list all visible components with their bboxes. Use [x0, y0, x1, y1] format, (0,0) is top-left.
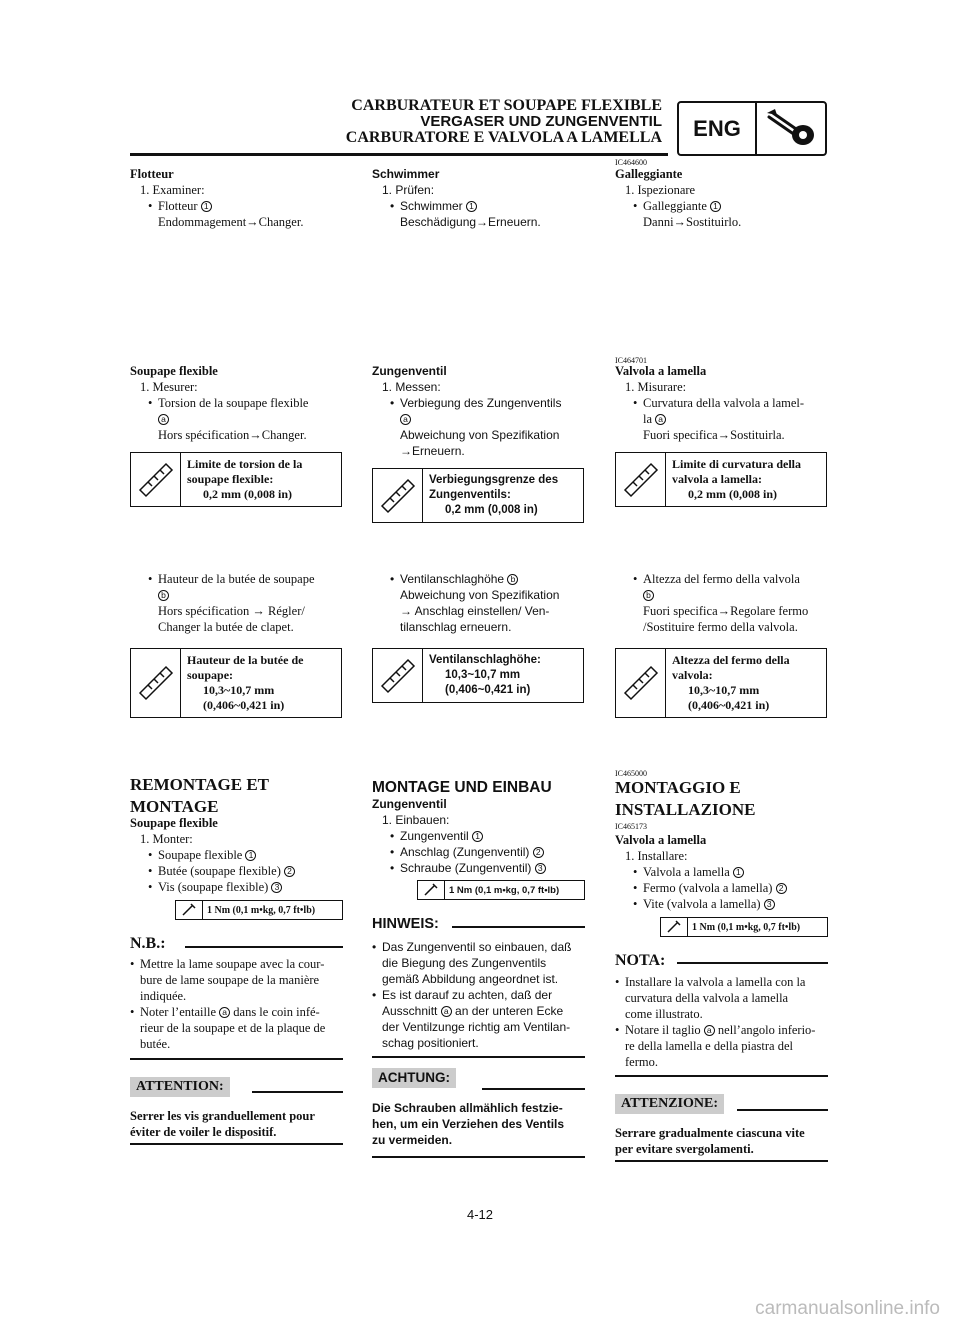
it-spec-stop-height: Altezza del fermo della valvola: 10,3~10,7 mm (0,406~0,421 in) — [615, 648, 827, 718]
fr-stop-block — [130, 571, 344, 635]
measure-icon — [616, 453, 666, 506]
de-reed-r1: Abweichung von Spezifikation — [400, 428, 560, 442]
fr-note-heading: N.B.: — [130, 935, 166, 952]
fr-float-item: • Flotteur 1 — [130, 198, 344, 214]
badge-eng-label: ENG — [679, 103, 757, 154]
fr-note-rule — [185, 946, 343, 948]
fr-reed-block — [130, 363, 344, 443]
de-reed-step: 1. Messen: — [382, 380, 441, 394]
fr-reed-item: • Torsion de la soupape flexible — [130, 395, 344, 411]
it-assembly-heading: MONTAGGIO E INSTALLAZIONE — [615, 778, 756, 819]
de-note-end-rule — [372, 1056, 585, 1058]
fr-note1-l2: bure de lame soupape de la manière — [140, 973, 320, 987]
de-float-item: • Schwimmer 1 — [372, 198, 586, 214]
it-warning-heading: ATTENZIONE: — [615, 1094, 724, 1114]
it-warning-end-rule — [615, 1160, 828, 1162]
header-title-de: VERGASER UND ZUNGENVENTIL — [420, 113, 662, 130]
fr-spec2-l1: Hauteur de la butée de — [187, 653, 304, 667]
header-title-it: CARBURATORE E VALVOLA A LAMELLA — [345, 129, 662, 146]
fr-reed-step: 1. Mesurer: — [140, 380, 198, 394]
fr-spec-stop-height — [130, 648, 342, 718]
torque-wrench-icon — [418, 881, 444, 899]
de-float-title: Schwimmer — [372, 167, 440, 181]
code-ic465000: IC465000 — [615, 769, 647, 778]
page-number: 4-12 — [466, 1207, 494, 1222]
fr-spec2-l2: soupape: — [187, 668, 234, 682]
fr-warning-rule — [252, 1091, 343, 1093]
callout-a: a — [158, 414, 169, 425]
measure-icon — [616, 649, 666, 717]
it-warning-text: Serrare gradualmente ciascuna vite per evitare svergolamenti. — [615, 1126, 805, 1156]
it-assembly-block: Valvola a lamella 1. Installare: • Valvola a lamella 1 • Fermo (valvola a lamella) 2 • Vite (valvola a lamella) 3 — [615, 832, 829, 912]
de-note-rule — [452, 926, 585, 928]
fr-warning-heading: ATTENTION: — [130, 1077, 230, 1097]
fr-asm-item-3: • Vis (soupape flexible) 3 — [130, 879, 344, 895]
fr-spec1-value: 0,2 mm (0,008 in) — [203, 487, 292, 501]
fr-assembly-heading: REMONTAGE ET MONTAGE — [130, 775, 270, 816]
measure-icon — [131, 453, 181, 506]
de-warning-rule — [482, 1088, 585, 1090]
torque-wrench-icon — [176, 901, 202, 919]
fr-reed-title: Soupape flexible — [130, 364, 218, 378]
it-torque-box: 1 Nm (0,1 m•kg, 0,7 ft•lb) — [660, 917, 828, 937]
callout-1: 1 — [201, 201, 212, 212]
de-warning-text: Die Schrauben allmählich festzie- hen, um ein Verziehen des Ventils zu vermeiden. — [372, 1101, 565, 1147]
de-reed-item: • Verbiegung des Zungenventils — [372, 395, 586, 411]
fr-assembly-block — [130, 815, 344, 895]
it-note-end-rule — [615, 1075, 828, 1077]
callout-b: b — [158, 590, 169, 601]
measure-icon — [373, 649, 423, 702]
fr-spec1-l2: soupape flexible: — [187, 472, 274, 486]
fr-spec-torsion — [130, 452, 342, 507]
wrench-icon — [757, 103, 825, 154]
measure-icon — [131, 649, 181, 717]
it-warning-rule — [737, 1109, 828, 1111]
fr-note2-l2: rieur de la soupape et de la plaque de — [140, 1021, 326, 1035]
fr-spec2-v2: (0,406~0,421 in) — [203, 698, 285, 712]
torque-wrench-icon — [661, 918, 687, 936]
it-float-block: Galleggiante 1. Ispezionare • Galleggiante 1 Danni→Sostituirlo. — [615, 166, 829, 230]
fr-stop-item: • Hauteur de la butée de soupape — [130, 571, 344, 587]
de-spec-stop-height: Ventilanschlaghöhe: 10,3~10,7 mm (0,406~0,421 in) — [372, 648, 584, 703]
footer-watermark[interactable]: carmanualsonline.info — [755, 1298, 940, 1319]
fr-float-result: Endommagement→Changer. — [158, 215, 304, 229]
de-stop-item: • Ventilanschlaghöhe b — [372, 571, 586, 587]
de-reed-block: Zungenventil 1. Messen: • Verbiegung des Zungenventils a Abweichung von Spezifikation →Erneuern. — [372, 363, 586, 459]
de-asm-item-1: • Zungenventil 1 — [372, 828, 586, 844]
fr-note-end-rule — [130, 1058, 343, 1060]
section-badge — [677, 101, 827, 156]
fr-spec1-l1: Limite de torsion de la — [187, 457, 303, 471]
header-rule — [130, 153, 668, 156]
de-assembly-block: Zungenventil 1. Einbauen: • Zungenventil 1 • Anschlag (Zungenventil) 2 • Schraube (Zungenventil) 3 — [372, 796, 586, 876]
de-torque-box: 1 Nm (0,1 m•kg, 0,7 ft•lb) — [417, 880, 585, 900]
de-float-step: 1. Prüfen: — [382, 183, 435, 197]
fr-float-step: 1. Examiner: — [140, 183, 205, 197]
de-float-block — [372, 166, 586, 230]
it-note-heading: NOTA: — [615, 952, 666, 969]
header-title-fr: CARBURATEUR ET SOUPAPE FLEXIBLE — [351, 97, 662, 114]
fr-reed-result: Hors spécification→Changer. — [158, 428, 307, 442]
fr-note2-l1: • Noter l’entaille a dans le coin infé- — [130, 1004, 344, 1020]
fr-note1-l1: • Mettre la lame soupape avec la cour- — [130, 956, 344, 972]
code-ic465173: IC465173 — [615, 822, 647, 831]
code-ic464701: IC464701 — [615, 356, 647, 365]
fr-torque-value: 1 Nm (0,1 m•kg, 0,7 ft•lb) — [202, 901, 315, 919]
de-reed-r2: →Erneuern. — [400, 444, 465, 458]
fr-note2-l3: butée. — [140, 1037, 171, 1051]
de-warning-heading: ACHTUNG: — [372, 1068, 456, 1088]
fr-torque-box — [175, 900, 343, 920]
code-ic464600: IC464600 — [615, 158, 647, 167]
fr-stop-r2: Changer la butée de clapet. — [158, 620, 294, 634]
fr-note-block — [130, 956, 344, 1052]
de-reed-title: Zungenventil — [372, 364, 447, 378]
de-stop-block: • Ventilanschlaghöhe b Abweichung von Spezifikation → Anschlag einstellen/ Ven- tilanschlag erneuern. — [372, 571, 586, 635]
fr-float-title: Flotteur — [130, 167, 174, 181]
fr-warning-text: Serrer les vis granduellement pour éviter de voiler le dispositif. — [130, 1109, 315, 1139]
fr-warning-end-rule — [130, 1143, 343, 1145]
de-note-heading: HINWEIS: — [372, 916, 439, 932]
de-assembly-heading: MONTAGE UND EINBAU — [372, 779, 552, 796]
de-spec-bend: Verbiegungsgrenze des Zungenventils: 0,2 mm (0,008 in) — [372, 468, 584, 523]
fr-spec2-v1: 10,3~10,7 mm — [203, 683, 275, 697]
de-float-result: Beschädigung→Erneuern. — [400, 215, 541, 229]
it-note-block: • Installare la valvola a lamella con la curvatura della valvola a lamella come illustrato. • Notare il taglio a nell’angolo inferio- re della lamella e della piastra del fermo. — [615, 974, 829, 1070]
fr-asm-step: 1. Monter: — [140, 832, 193, 846]
de-warning-end-rule — [372, 1156, 585, 1158]
fr-asm-sub: Soupape flexible — [130, 816, 218, 830]
it-reed-block: Valvola a lamella 1. Misurare: • Curvatura della valvola a lamel- la a Fuori specifica→Sostituirla. — [615, 363, 829, 443]
it-note-rule — [677, 962, 828, 964]
de-asm-item-2: • Anschlag (Zungenventil) 2 — [372, 844, 586, 860]
fr-asm-item-1: • Soupape flexible 1 — [130, 847, 344, 863]
fr-stop-r1: Hors spécification → Régler/ — [158, 604, 305, 618]
it-spec-curvature: Limite di curvatura della valvola a lamella: 0,2 mm (0,008 in) — [615, 452, 827, 507]
de-asm-item-3: • Schraube (Zungenventil) 3 — [372, 860, 586, 876]
fr-asm-item-2: • Butée (soupape flexible) 2 — [130, 863, 344, 879]
fr-float-block — [130, 166, 344, 230]
it-stop-block: • Altezza del fermo della valvola b Fuori specifica→Regolare fermo /Sostituire fermo della valvola. — [615, 571, 829, 635]
measure-icon — [373, 469, 423, 522]
de-note-block: • Das Zungenventil so einbauen, daß die Biegung des Zungenventils gemäß Abbildung angeordnet ist. • Es ist darauf zu achten, daß der Ausschnitt a an der unteren Ecke der Ventilzunge richtig am Ventilan- schag positioniert. — [372, 939, 586, 1051]
fr-note1-l3: indiquée. — [140, 989, 187, 1003]
